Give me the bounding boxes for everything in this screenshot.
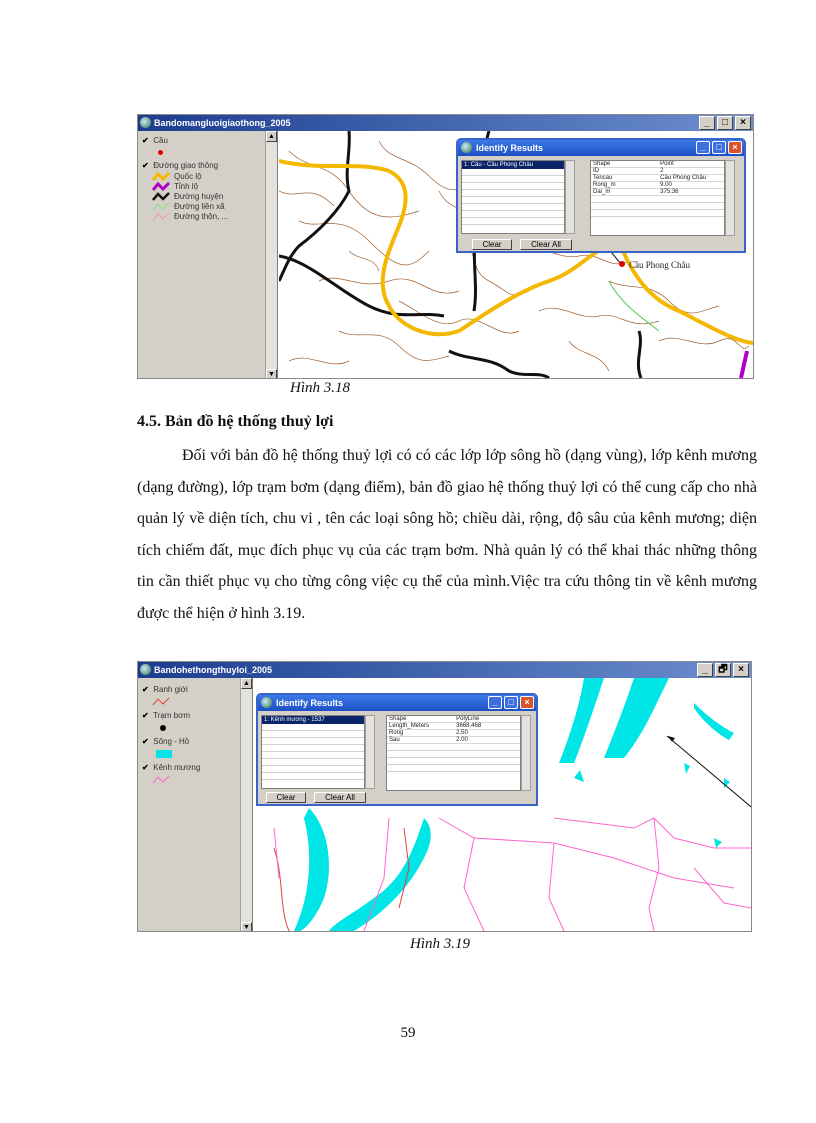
check-icon[interactable]: ✔ [142, 136, 149, 145]
attribute-row: Shape Point [591, 161, 724, 168]
green-road [609, 281, 659, 331]
results-list-scrollbar[interactable] [565, 160, 575, 234]
check-icon[interactable]: ✔ [142, 711, 149, 720]
results-list[interactable] [261, 715, 365, 789]
pointer-arrowhead-icon [668, 736, 675, 742]
toc-layer-label: Ranh giới [153, 685, 188, 694]
boundaries [274, 828, 409, 931]
attribute-row: Dai_m 375.36 [591, 189, 724, 196]
check-icon[interactable]: ✔ [142, 763, 149, 772]
attribute-row: Rong 2.50 [387, 730, 520, 737]
toc-scrollbar[interactable] [240, 678, 252, 932]
attribute-row: Tencau Cầu Phong Châu [591, 175, 724, 182]
globe-icon [140, 117, 151, 128]
table-of-contents [138, 131, 278, 379]
table-of-contents [138, 678, 253, 932]
toc-layer-label: Đường giao thông [153, 161, 219, 170]
identify-results-dialog[interactable] [256, 693, 538, 806]
identify-icon [261, 697, 272, 708]
toc-layer-roads[interactable] [142, 160, 218, 171]
figure-3-18-caption: Hình 3.18 [290, 380, 350, 396]
page-number: 59 [400, 1025, 416, 1041]
toc-layer-bridge[interactable] [142, 135, 168, 146]
canals [274, 818, 751, 931]
selected-result-item[interactable]: 1: Kênh mương - 1537 [262, 716, 364, 724]
window-title: Bandomangluoigiaothong_2005 [154, 118, 291, 128]
figure-3-19-caption: Hình 3.19 [410, 936, 470, 952]
toc-layer-label: Sông - Hồ [153, 737, 190, 746]
toc-layer-label: Trạm bơm [153, 711, 191, 720]
scroll-down-icon[interactable]: ▼ [266, 369, 277, 379]
provincial-road-symbol-icon [152, 182, 170, 191]
toc-layer-water-bodies[interactable] [142, 736, 189, 747]
legend-label: Tỉnh lộ [174, 182, 199, 191]
toc-layer-pump-station[interactable] [142, 710, 190, 721]
provincial-road [741, 351, 747, 378]
toc-layer-label: Kênh mương [153, 763, 201, 772]
close-button[interactable]: × [735, 116, 751, 130]
dialog-titlebar [458, 140, 744, 156]
check-icon[interactable]: ✔ [142, 161, 149, 170]
pump-station-symbol-icon [160, 725, 166, 731]
results-list[interactable] [461, 160, 565, 234]
figure-3-19-screenshot [137, 661, 752, 932]
toc-layer-label: Cầu [153, 136, 168, 145]
window-titlebar [138, 115, 753, 131]
bridge-symbol-icon [158, 150, 163, 155]
pointer-line [667, 736, 751, 838]
scroll-down-icon[interactable]: ▼ [241, 922, 252, 932]
check-icon[interactable]: ✔ [142, 685, 149, 694]
commune-road-symbol-icon [152, 202, 170, 211]
dialog-titlebar [258, 695, 536, 711]
dialog-title: Identify Results [276, 698, 344, 708]
attribute-table [386, 715, 521, 791]
attribute-scrollbar[interactable] [521, 715, 531, 791]
window-title: Bandohethongthuyloi_2005 [154, 665, 273, 675]
window-titlebar [138, 662, 751, 678]
section-heading: 4.5. Bản đồ hệ thống thuỷ lợi [137, 413, 334, 430]
restore-button[interactable]: 🗗 [715, 663, 731, 677]
clear-button[interactable]: Clear [266, 792, 306, 803]
figure-3-18-screenshot [137, 114, 754, 379]
dialog-title: Identify Results [476, 143, 544, 153]
attribute-row: Sau 2.00 [387, 737, 520, 744]
scroll-up-icon[interactable]: ▲ [241, 678, 252, 689]
attribute-scrollbar[interactable] [725, 160, 735, 236]
water-symbol-icon [156, 750, 172, 758]
maximize-button[interactable]: □ [717, 116, 733, 130]
maximize-icon[interactable]: □ [712, 141, 726, 154]
boundary-symbol-icon [152, 697, 170, 706]
toc-layer-canals[interactable] [142, 762, 200, 773]
maximize-icon[interactable]: □ [504, 696, 518, 709]
bridge-map-label: Cầu Phong Châu [629, 260, 691, 270]
canal-symbol-icon [152, 775, 170, 784]
check-icon[interactable]: ✔ [142, 737, 149, 746]
close-icon[interactable]: × [728, 141, 742, 154]
national-road-symbol-icon [152, 172, 170, 181]
attribute-row: Shape PolyLine [387, 716, 520, 723]
section-paragraph: Đối với bản đồ hệ thống thuỷ lợi có có các lớp lớp sông hồ (dạng vùng), lớp kênh mương (dạng đường), lớp trạm bơm (dạng điểm), bản đồ giao hệ thống thuỷ lợi có thể cung cấp cho nhà quản lý về diện tích, chu vi , tên các loại sông hồ; chiều dài, rộng, độ sâu của kênh mương; diện tích chiếm đất, mục đích phục vụ của các trạm bơm. Nhà quản lý có thể khai thác những thông tin cần thiết phục vụ cho từng công việc cụ thể của mình.Việc tra cứu thông tin về kênh mương được thể hiện ở hình 3.19. [137, 447, 757, 622]
legend-label: Quốc lộ [174, 172, 202, 181]
minimize-button[interactable]: _ [697, 663, 713, 677]
district-road-symbol-icon [152, 192, 170, 201]
toc-scrollbar[interactable] [265, 131, 277, 379]
globe-icon [140, 664, 151, 675]
attribute-row: Rong_m 9.00 [591, 182, 724, 189]
legend-label: Đường huyện [174, 192, 224, 201]
minimize-icon[interactable]: _ [696, 141, 710, 154]
attribute-table [590, 160, 725, 236]
attribute-row: ID 2 [591, 168, 724, 175]
identify-icon [461, 142, 472, 153]
toc-layer-boundary[interactable] [142, 684, 188, 695]
legend-label: Đường thôn, ... [174, 212, 229, 221]
minimize-button[interactable]: _ [699, 116, 715, 130]
clear-button[interactable]: Clear [472, 239, 512, 250]
close-icon[interactable]: × [520, 696, 534, 709]
identify-results-dialog[interactable] [456, 138, 746, 253]
clear-all-button[interactable]: Clear All [520, 239, 572, 250]
minimize-icon[interactable]: _ [488, 696, 502, 709]
results-list-scrollbar[interactable] [365, 715, 375, 789]
attribute-row: Length_Meters 3668.468 [387, 723, 520, 730]
bridge-point-icon[interactable] [619, 261, 625, 267]
village-road-symbol-icon [152, 212, 170, 221]
selected-result-item[interactable]: 1: Cầu - Cầu Phong Châu [462, 161, 564, 169]
close-button[interactable]: × [733, 663, 749, 677]
scroll-up-icon[interactable]: ▲ [266, 131, 277, 142]
clear-all-button[interactable]: Clear All [314, 792, 366, 803]
legend-label: Đường liên xã [174, 202, 225, 211]
